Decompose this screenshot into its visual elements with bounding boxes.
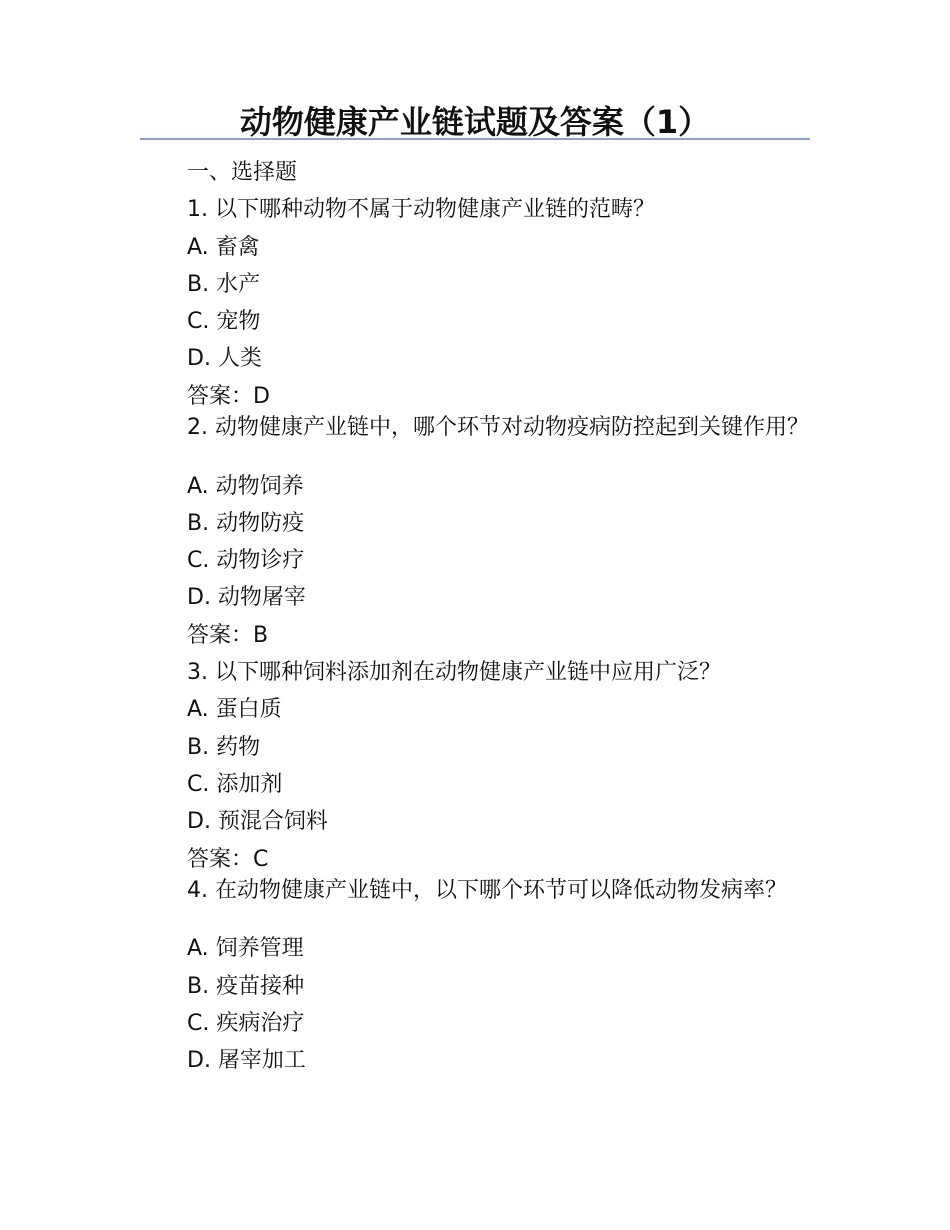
question-2-answer: 答案：B	[187, 622, 269, 648]
question-1-option-a: A. 畜禽	[187, 234, 260, 260]
question-2-option-a: A. 动物饲养	[187, 473, 304, 499]
question-1-option-b: B. 水产	[187, 271, 261, 297]
question-2-option-d: D. 动物屠宰	[187, 585, 306, 611]
question-3-option-a: A. 蛋白质	[187, 697, 282, 723]
question-4-option-c: C. 疾病治疗	[187, 1010, 305, 1036]
question-3-answer: 答案：C	[187, 846, 269, 872]
question-1-text: 1. 以下哪种动物不属于动物健康产业链的范畴？	[187, 197, 655, 223]
question-1-option-d: D. 人类	[187, 346, 262, 372]
question-3-option-d: D. 预混合饲料	[187, 809, 328, 835]
question-2-option-c: C. 动物诊疗	[187, 548, 305, 574]
question-1-option-c: C. 宠物	[187, 309, 261, 335]
question-4-option-a: A. 饲养管理	[187, 936, 304, 962]
section-heading: 一、选择题	[187, 160, 298, 185]
question-3-text: 3. 以下哪种饲料添加剂在动物健康产业链中应用广泛？	[187, 660, 721, 686]
question-2-text: 2. 动物健康产业链中，哪个环节对动物疫病防控起到关键作用？	[187, 415, 809, 441]
question-4-option-d: D. 屠宰加工	[187, 1048, 306, 1074]
document-title: 动物健康产业链试题及答案（1）	[239, 103, 711, 141]
document-body	[140, 154, 812, 1080]
question-1-answer: 答案：D	[187, 383, 270, 409]
question-3-option-b: B. 药物	[187, 734, 261, 760]
question-3-option-c: C. 添加剂	[187, 771, 283, 797]
question-4-text: 4. 在动物健康产业链中，以下哪个环节可以降低动物发病率？	[187, 877, 787, 903]
question-2-option-b: B. 动物防疫	[187, 510, 305, 536]
title-underline	[140, 138, 810, 140]
question-4-option-b: B. 疫苗接种	[187, 973, 305, 999]
